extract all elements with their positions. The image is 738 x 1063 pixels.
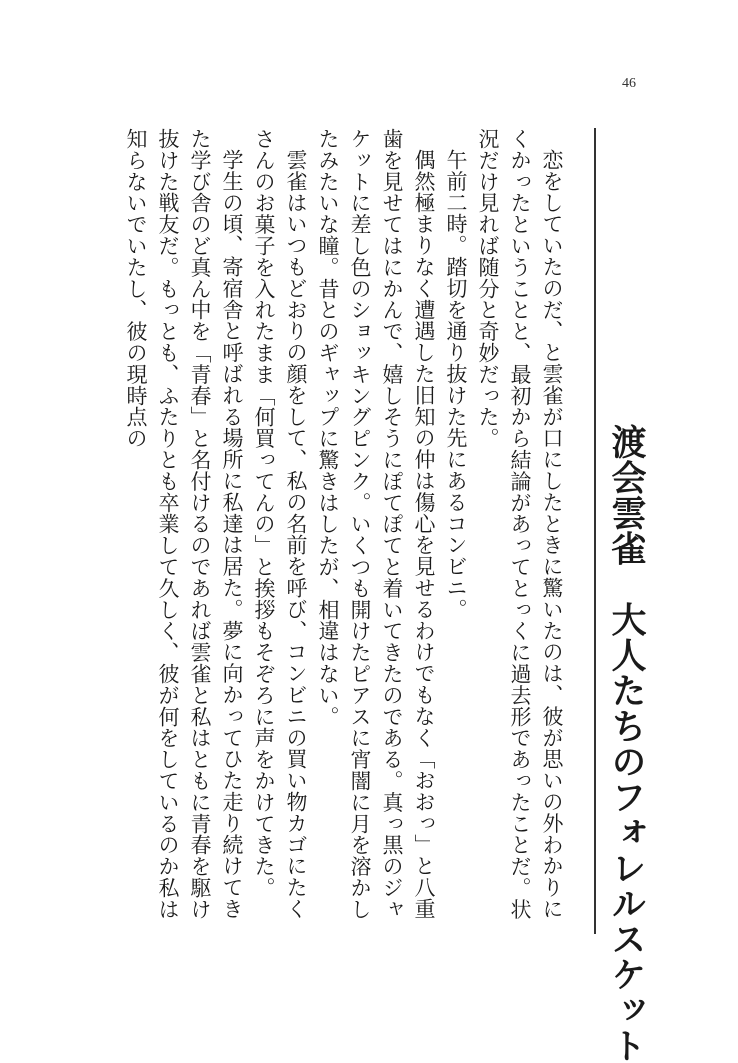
paragraph: 恋をしていたのだ、と雲雀が口にしたときに驚いたのは、彼が思いの外わかりにくかったということと、最初から結論があってとっくに過去形であったことだ。状況だけ見れば随分と奇妙だった。 xyxy=(476,128,564,920)
paragraph: 午前二時。踏切を通り抜けた先にあるコンビニ。 xyxy=(444,149,468,620)
chapter-title: 渡会雲雀 大人たちのフォレルスケット xyxy=(606,424,647,1063)
body-text xyxy=(124,128,568,934)
paragraph: 雲雀はいつもどおりの顔をして、私の名前を呼び、コンビニの買い物カゴにたくさんのお菓子を入れたまま「何買ってんの」と挨拶もそぞろに声をかけてきた。 xyxy=(252,128,308,920)
title-divider xyxy=(594,128,596,934)
page-number: 46 xyxy=(622,76,636,91)
paragraph: 学生の頃、寄宿舎と呼ばれる場所に私達は居た。夢に向かってひた走り続けてきた学び舎のど真ん中を「青春」と名付けるのであれば雲雀と私はともに青春を駆け抜けた戦友だ。もっとも、ふたりとも卒業して久しく、彼が何をしているのか私は知らないでいたし、彼の現時点の xyxy=(124,128,244,920)
paragraph: 偶然極まりなく遭遇した旧知の仲は傷心を見せるわけでもなく「おおっ」と八重歯を見せてはにかんで、嬉しそうにぽてぽてと着いてきたのである。真っ黒のジャケットに差し色のショッキングピンク。いくつも開けたピアスに宵闇に月を溶かしたみたいな瞳。昔とのギャップに驚きはしたが、相違はない。 xyxy=(316,128,436,920)
